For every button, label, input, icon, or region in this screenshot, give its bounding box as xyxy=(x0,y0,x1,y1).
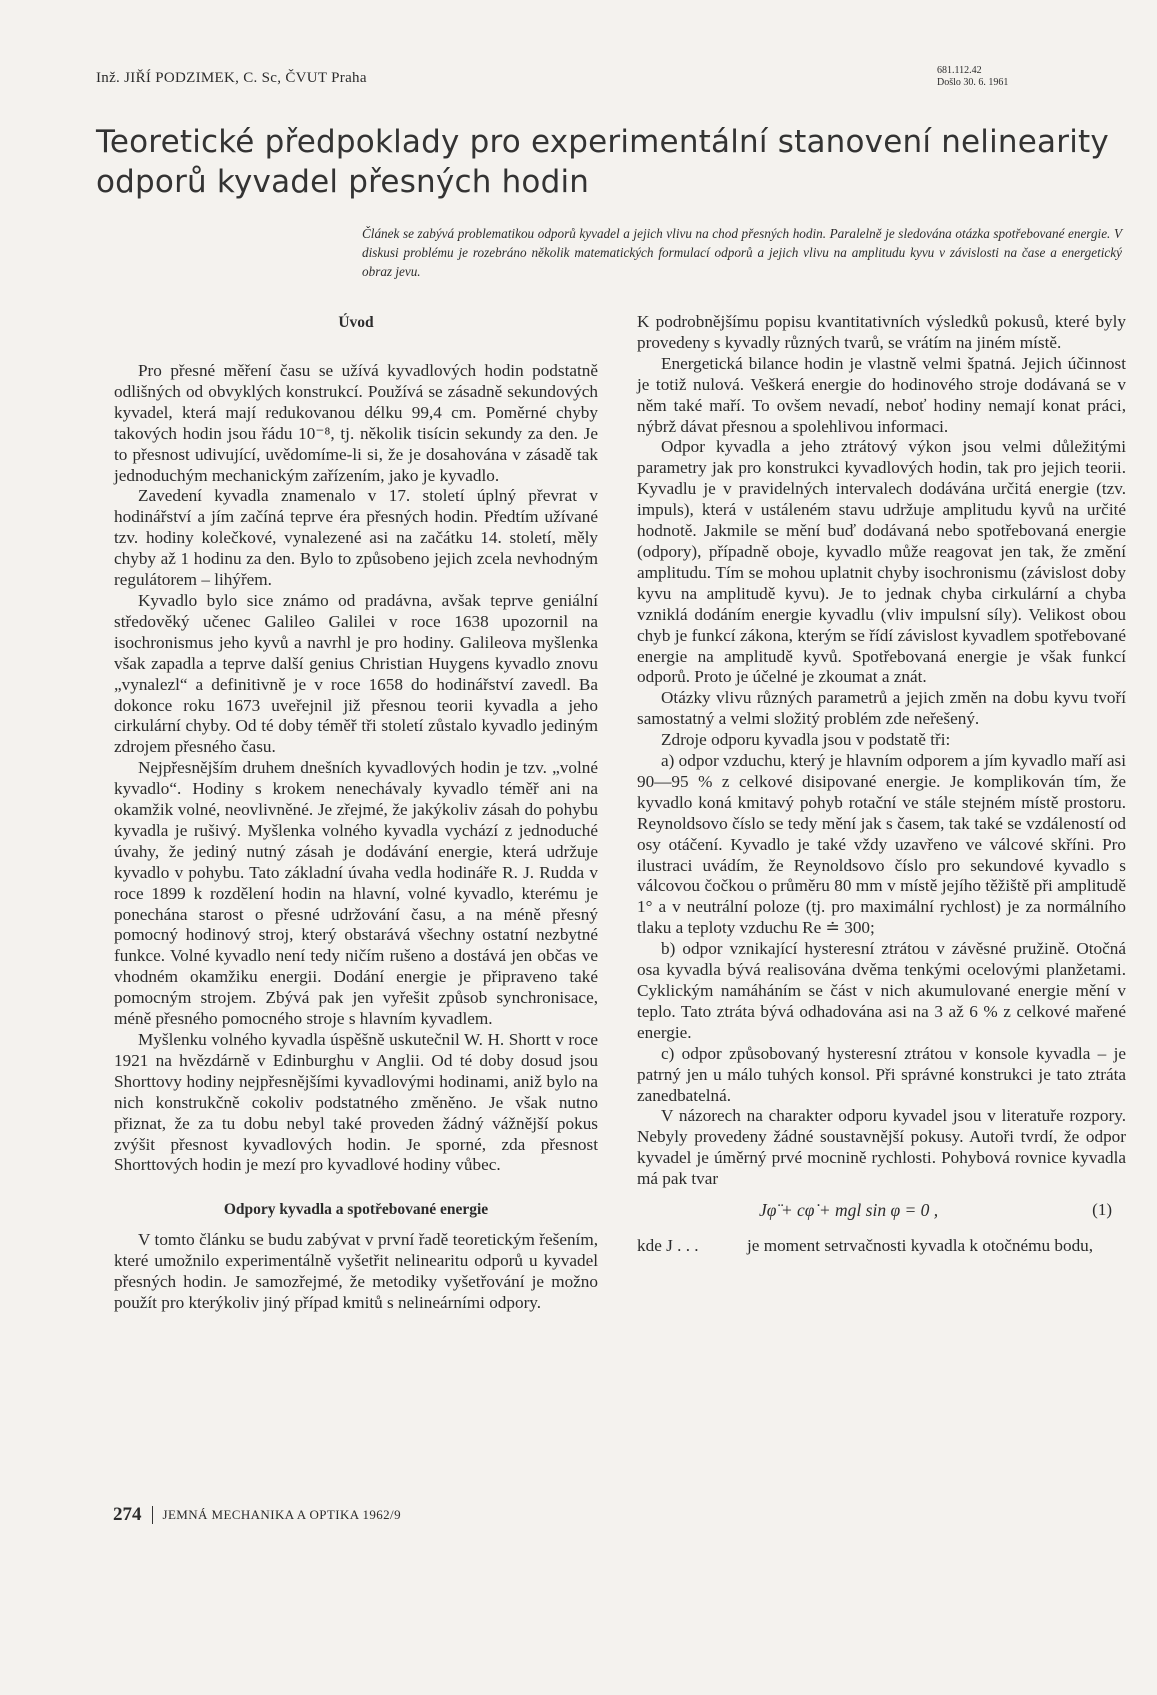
paragraph: Zdroje odporu kyvadla jsou v podstatě tři: xyxy=(661,730,951,750)
equation-formula: Jφ̈ + cφ̇ + mgl sin φ = 0 , xyxy=(759,1200,939,1221)
title-line-1: Teoretické předpoklady pro experimentální stanovení nelinearity xyxy=(96,124,1109,160)
paragraph: Nejpřesnějším druhem dnešních kyvadlových hodin je tzv. „volné kyvadlo“. Hodiny s krokem nenechávaly kyvadlo téměř ani na okamžik volné, neovlivněné. Je zřejmé, že jakýkoliv zásah do pohybu kyvadla je rušivý. Myšlenka volného kyvadla vychází z jednoduché úvahy, že jediný nutný zásah je dodávání energie, která udržuje kyvadlo v pohybu. Tato základní úvaha vedla hodináře R. J. Rudda v roce 1899 k rozdělení hodin na hlavní, volné kyvadlo, kterému je ponechána starost o přesné udržování času, a na méně přesný pomocný hodinový stroj, který obstarává všechny ostatní nezbytné funkce. Volné kyvadlo není tedy ničím rušeno a dostává jen občas ve vhodném okamžiku energii. Dodání energie je připraveno také pomocným strojem. Zbývá pak jen vyřešit způsob synchronisace, méně přesného pomocného stroje s hlavním kyvadlem. xyxy=(114,758,598,1029)
abstract: Článek se zabývá problematikou odporů kyvadel a jejich vlivu na chod přesných hodin. Paralelně je sledována otázka spotřebované energie. V diskusi problému je rozebráno několik matematických formulací odporů a jejich vlivu na amplitudu kyvu v závislosti na čase a energetický obraz jevu. xyxy=(362,226,1122,279)
paragraph: Zavedení kyvadla znamenalo v 17. století úplný převrat v hodinářství a jím začíná teprve éra přesných hodin. Předtím užívané tzv. hodiny kolečkové, vynalezené asi na začátku 14. století, měly chyby až 1 hodinu za den. Bylo to způsobeno jejich zcela nevhodným regulátorem – lihýřem. xyxy=(114,486,598,590)
paragraph: Kyvadlo bylo sice známo od pradávna, avšak teprve geniální středověký učenec Galileo Galilei v roce 1638 upozornil na isochronismus jeho kyvů a navrhl je pro hodiny. Galileova myšlenka však zapadla a teprve další genius Christian Huygens kyvadlo znovu „vynalezl“ a definitivně je v roce 1658 do hodinářství zavedl. Ba dokonce roku 1673 uveřejnil již přesnou teorii kyvadla a jeho cirkulární chyby. Od té doby téměř tři století zůstalo kyvadlo jediným zdrojem přesného času. xyxy=(114,590,598,757)
journal-name: JEMNÁ MECHANIKA A OPTIKA 1962/9 xyxy=(162,1507,401,1522)
paragraph: K podrobnějšímu popisu kvantitativních výsledků pokusů, které byly provedeny s kyvadly různých tvarů, se vrátím na jiném místě. xyxy=(637,312,1126,352)
definition-symbol: kde J . . . xyxy=(637,1236,699,1256)
page-footer xyxy=(113,1504,401,1526)
paragraph: b) odpor vznikající hysteresní ztrátou v závěsné pružině. Otočná osa kyvadla bývá realisována dvěma tenkými ocelovými planžetami. Cyklickým namáháním se část v nich akumulované energie mění v teplo. Tato ztráta bývá odhadována asi na 3 až 6 % z celkové mařené energie. xyxy=(637,939,1126,1042)
footer-divider xyxy=(152,1506,153,1524)
equation-1 xyxy=(637,1198,1126,1224)
paragraph: V tomto článku se budu zabývat v první řadě teoretickým řešením, které umožnilo experimentálně vyšetřit nelinearitu odporů u kyvadel přesných hodin. Je samozřejmé, že metodiky vyšetřování je možno použít pro kterýkoliv jiný případ kmitů s nelineárními odpory. xyxy=(114,1230,598,1313)
paragraph: Pro přesné měření času se užívá kyvadlových hodin podstatně odlišných od obvyklých konstrukcí. Používá se zásadně sekundových kyvadel, která mají redukovanou délku 99,4 cm. Poměrné chyby takových hodin jsou řádu 10⁻⁸, tj. několik tisícin sekundy za den. Je to přesnost udivující, uvědomíme-li si, že je dosahována v zásadě tak jednoduchým mechanickým zařízením, jako je kyvadlo. xyxy=(114,361,598,485)
section-heading-uvod: Úvod xyxy=(338,314,374,331)
definition-text: je moment setrvačnosti kyvadla k otočnému bodu, xyxy=(747,1236,1094,1256)
paragraph: Otázky vlivu různých parametrů a jejich změn na dobu kyvu tvoří samostatný a velmi složitý problém zde neřešený. xyxy=(637,688,1126,729)
paragraph: a) odpor vzduchu, který je hlavním odporem a jím kyvadlo maří asi 90—95 % z celkové disipované energie. Je komplikován tím, že kyvadlo koná kmitavý pohyb rotační ve stále stejném místě prostoru. Reynoldsovo číslo se tedy mění jak s časem, tak také se vzdáleností od osy otáčení. Kyvadlo je také vždy uzavřeno ve válcové skříni. Pro ilustraci uvádím, že Reynoldsovo číslo pro sekundové kyvadlo s válcovou čočkou o průměru 80 mm v místě jejího těžiště při amplitudě 1° a v neutrální poloze (tj. pro maximální rychlost) je za normálního tlaku a teploty vzduchu Re ≐ 300; xyxy=(637,751,1126,938)
article-title xyxy=(96,122,1109,202)
paragraph: Energetická bilance hodin je vlastně velmi špatná. Jejich účinnost je totiž nulová. Veškerá energie do hodinového stroje dodávaná se v něm také maří. To ovšem nevadí, neboť hodiny nemají konat práci, nýbrž dávat přesnou a spolehlivou informaci. xyxy=(637,353,1126,436)
article-meta xyxy=(937,65,1008,89)
section-heading-odpory: Odpory kyvadla a spotřebované energie xyxy=(223,1201,489,1219)
paragraph: Myšlenku volného kyvadla úspěšně uskutečnil W. H. Shortt v roce 1921 na hvězdárně v Edinburghu v Anglii. Od té doby dosud jsou Shorttovy hodiny nejpřesnějšími kyvadlovými hodinami, aniž bylo na nich konstrukčně cokoliv podstatného změněno. Je však nutno přiznat, že za tu dobu nebyl také proveden žádný vážnější pokus zvýšit přesnost kyvadlových hodin. Je sporné, zda přesnost Shorttových hodin je mezí pro kyvadlové hodiny vůbec. xyxy=(114,1030,598,1175)
symbol-definition xyxy=(637,1236,1126,1257)
received-date: Došlo 30. 6. 1961 xyxy=(937,77,1009,88)
title-line-2: odporů kyvadel přesných hodin xyxy=(96,164,590,200)
paragraph: c) odpor způsobovaný hysteresní ztrátou v konsole kyvadla – je patrný jen u málo tuhých konsol. Při správné konstrukci je tato ztráta zanedbatelná. xyxy=(637,1043,1126,1105)
udc-code: 681.112.42 xyxy=(937,65,982,76)
author-line: Inž. JIŘÍ PODZIMEK, C. Sc, ČVUT Praha xyxy=(96,70,367,86)
equation-number: (1) xyxy=(1092,1200,1112,1220)
paragraph: V názorech na charakter odporu kyvadel jsou v literatuře rozpory. Nebyly provedeny žádné soustavnější pokusy. Autoři tvrdí, že odpor kyvadel je úměrný prvé mocnině rychlosti. Pohybová rovnice kyvadla má pak tvar xyxy=(637,1106,1126,1189)
left-column xyxy=(114,313,598,1314)
page-number: 274 xyxy=(113,1504,142,1525)
paragraph: Odpor kyvadla a jeho ztrátový výkon jsou velmi důležitými parametry jak pro konstrukci kyvadlových hodin, tak pro jejich teorii. Kyvadlu je v pravidelných intervalech dodávána určitá energie (tzv. impuls), která v ustáleném stavu udržuje amplitudu kyvů na určité hodnotě. Jakmile se mění buď dodávaná nebo spotřebovaná energie (odpory), případně oboje, kyvadlo může reagovat jen tak, že změní amplitudu. Tím se mohou uplatnit chyby isochronismu (závislost doby kyvu na amplitudě kyvu). Je to jednak chyba cirkulární a chyba vzniklá dodáním energie kyvadlu (vliv impulsní síly). Velikost obou chyb je funkcí zákona, kterým se řídí závislost kyvadlem spotřebované energie na amplitudě kyvů. Spotřebovaná energie je však funkcí odporů. Proto je účelné je zkoumat a znát. xyxy=(637,437,1126,687)
right-column xyxy=(637,312,1126,1257)
